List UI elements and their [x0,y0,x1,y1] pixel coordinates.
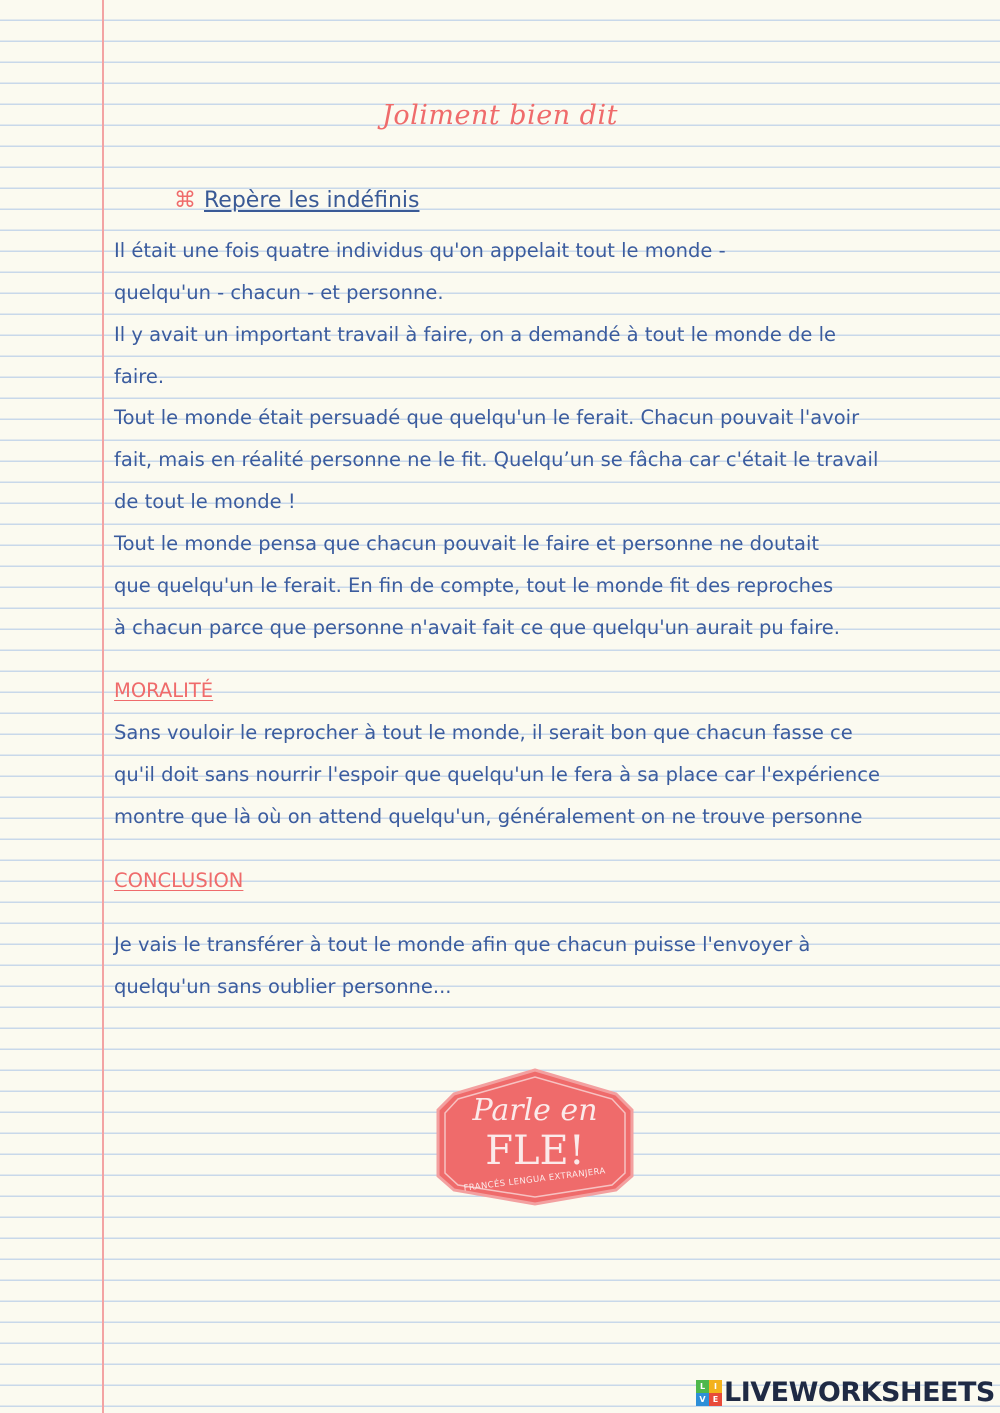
conclusion-line: Je vais le transférer à tout le monde afin que chacun puisse l'envoyer à [114,933,811,956]
story-line: Il y avait un important travail à faire, on a demandé à tout le monde de le [114,323,837,346]
story-line: Tout le monde était persuadé que quelqu'un le ferait. Chacun pouvait l'avoir [114,406,860,429]
story-line: que quelqu'un le ferait. En fin de compte, tout le monde fit des reproches [114,574,834,597]
conclusion-heading: CONCLUSION [114,869,244,892]
story-line: faire. [114,365,165,388]
badge-line3: FRANCÉS LENGUA EXTRANJERA [463,1166,607,1194]
parle-en-fle-badge [432,1066,638,1206]
section-heading [174,188,419,213]
morale-heading: MORALITÉ [114,679,214,702]
command-icon: ⌘ [174,188,196,213]
liveworksheets-brand: LIVEWORKSHEETS [724,1377,995,1408]
margin-line [102,0,104,1413]
story-line: quelqu'un - chacun - et personne. [114,281,444,304]
logo-letter: E [709,1393,722,1406]
badge-line2: FLE! [485,1128,585,1174]
story-line: à chacun parce que personne n'avait fait ce que quelqu'un aurait pu faire. [114,616,840,639]
morale-line: qu'il doit sans nourrir l'espoir que quelqu'un le fera à sa place car l'expérience [114,763,880,786]
section-heading-text: Repère les indéfinis [204,188,420,213]
badge-line1: Parle en [472,1093,598,1128]
logo-letter: I [709,1380,722,1393]
logo-letter: V [696,1393,709,1406]
page-title: Joliment bien dit [382,100,618,131]
story-line: Tout le monde pensa que chacun pouvait le faire et personne ne doutait [114,532,820,555]
conclusion-line: quelqu'un sans oublier personne... [114,975,452,998]
logo-letter: L [696,1380,709,1393]
morale-line: Sans vouloir le reprocher à tout le monde, il serait bon que chacun fasse ce [114,721,853,744]
morale-line: montre que là où on attend quelqu'un, généralement on ne trouve personne [114,805,863,828]
story-line: de tout le monde ! [114,490,296,513]
liveworksheets-icon [696,1380,722,1406]
story-line: fait, mais en réalité personne ne le fit. Quelqu’un se fâcha car c'était le travail [114,448,879,471]
story-line: Il était une fois quatre individus qu'on appelait tout le monde - [114,239,726,262]
liveworksheets-logo[interactable] [696,1376,996,1410]
